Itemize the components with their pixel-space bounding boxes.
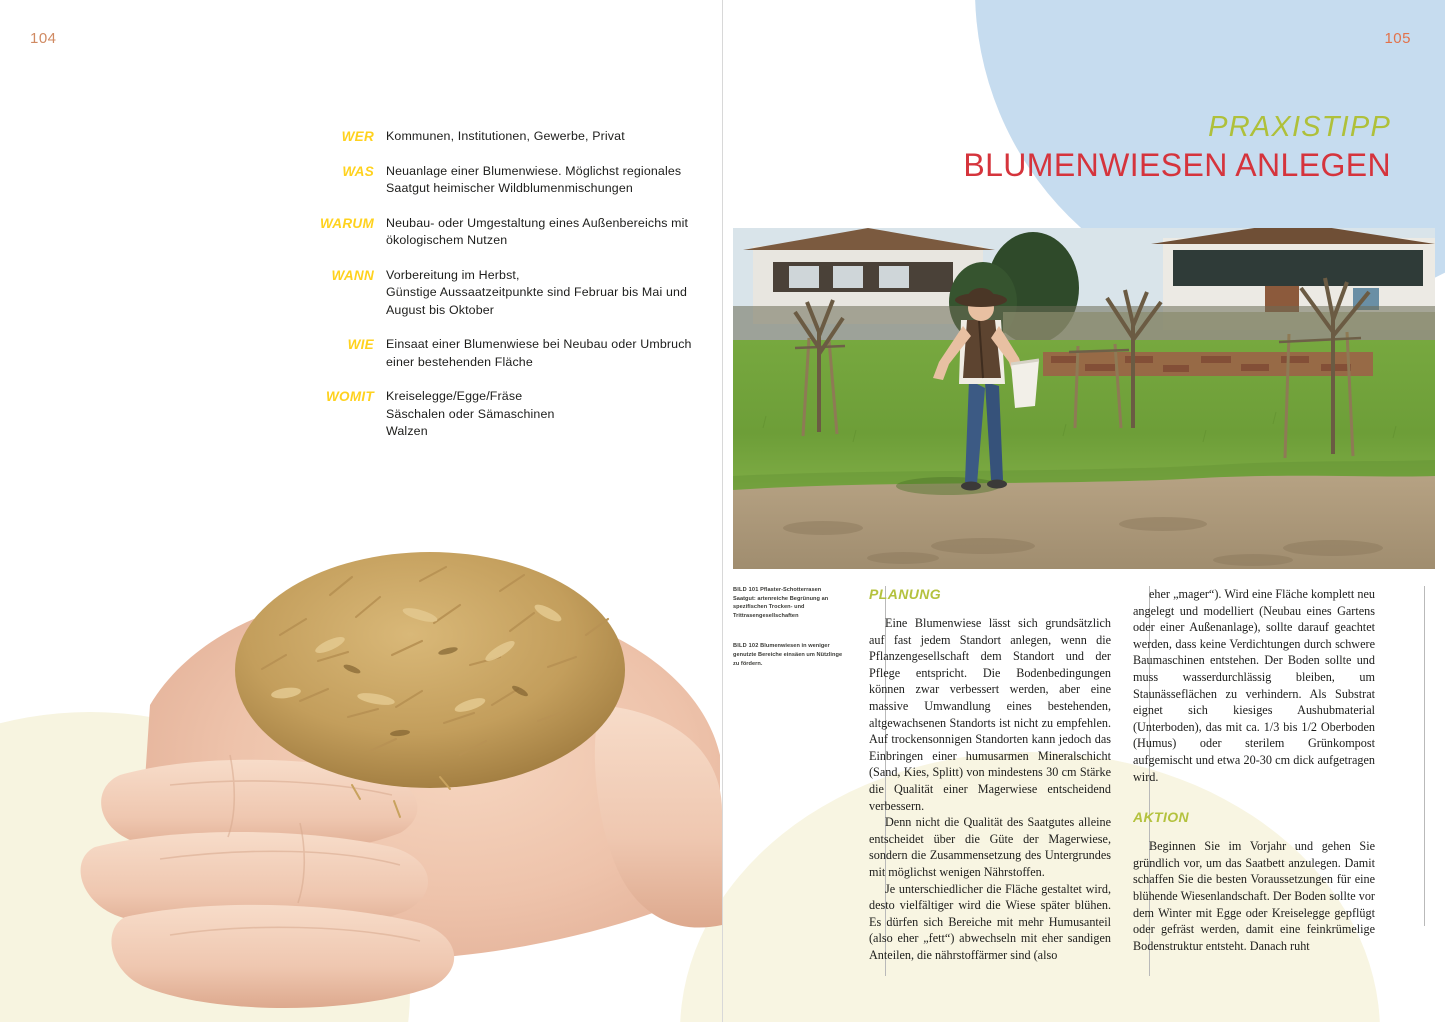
- spec-line: Günstige Aussaatzeitpunkte sind Februar bis Mai und: [386, 285, 688, 299]
- body-column-1: [869, 586, 1122, 986]
- spec-row: [300, 128, 700, 146]
- spec-line: Vorbereitung im Herbst,: [386, 267, 520, 282]
- spec-row: [300, 267, 700, 320]
- spec-key: WAS: [342, 163, 374, 179]
- spec-line: Kommunen, Institutionen, Gewerbe, Privat: [386, 129, 625, 143]
- spec-row: [300, 336, 700, 371]
- spec-value: [386, 215, 700, 250]
- spec-row: [300, 388, 700, 441]
- spec-value: [386, 163, 700, 198]
- figure-caption: [733, 586, 845, 620]
- spec-line: Kreiselegge/Egge/Fräse: [386, 389, 523, 403]
- spec-value: [386, 128, 700, 146]
- caption-column: [733, 586, 869, 986]
- photo-meadow-sowing: [733, 228, 1435, 569]
- spec-list: [300, 128, 700, 458]
- spec-line: Einsaat einer Blumenwiese bei Neubau oder Umbruch: [386, 337, 692, 351]
- page-gutter-divider: [722, 0, 723, 1022]
- spec-key: WARUM: [320, 215, 374, 231]
- body-column-2: [1133, 586, 1386, 986]
- spec-line: Neuanlage einer Blumenwiese. Möglichst regionales: [386, 163, 682, 178]
- spec-key: WOMIT: [326, 389, 374, 404]
- section-heading-aktion: AKTION: [1133, 809, 1190, 826]
- paragraph: Eine Blumenwiese lässt sich grundsätzlich auf fast jedem Standort anlegen, wenn die Pflanzengesellschaft dem Standort und der Pflege entspricht. Die Bodenbedingungen können zwar verbessert werden, aber eine massive Umwandlung eines bestehenden, altgewachsenen Standorts ist nicht zu empfehlen. Auf trockensonnigen Standorten kann jedoch das Einbringen einer humusarmen Mineralschicht (Sand, Kies, Splitt) von mindestens 30 cm Stärke die Qualität einer Magerwiese entscheidend verbessern.: [869, 616, 1111, 813]
- title-kicker: PRAXISTIPP: [1208, 111, 1391, 143]
- caption-text: Blumenwiesen in weniger genutzte Bereiche einsäen um Nützlinge zu fördern.: [733, 643, 843, 667]
- spec-line: einer bestehenden Fläche: [386, 354, 533, 369]
- spec-line: Säschalen oder Sämaschinen: [386, 406, 555, 421]
- paragraph: eher „mager“). Wird eine Fläche komplett neu angelegt und modelliert (Neubau eines Gartens oder einer Außenanlage), sollte darauf geachtet werden, dass keine Verdichtungen durch schwere Baumaschinen entstehen. Der Boden sollte und muss wasserdurchlässig bleiben, um Staunässeflächen zu verhindern. Als Substrat eignet sich kiesiges Aushubmaterial (Unterboden), das mit ca. 1/3 bis 1/2 Oberboden (Humus) oder sterilem Grünkompost aufgemischt und etwa 20-30 cm dick aufgetragen wird.: [1133, 587, 1375, 784]
- body-columns: [869, 586, 1435, 986]
- page-title: [963, 110, 1391, 184]
- spec-key: WANN: [331, 267, 374, 283]
- caption-text: Pflaster-Schotterrasen Saatgut: artenreiche Begrünung an spezifischen Trocken- und Trittrasengesellschaften: [733, 587, 829, 619]
- photo-hand-with-seed: [0, 455, 722, 1022]
- folio-left: 104: [30, 30, 57, 47]
- spec-line: August bis Oktober: [386, 302, 495, 317]
- title-main: BLUMENWIESEN ANLEGEN: [963, 147, 1391, 183]
- spec-value: [386, 336, 700, 371]
- paragraph: Beginnen Sie im Vorjahr und gehen Sie gründlich vor, um das Saatbett anzulegen. Damit schaffen Sie die besten Voraussetzungen für eine blühende Wiesenlandschaft. Der Boden sollte vor dem Winter mit Egge oder Kreiselegge gepflügt oder gefräst werden, damit eine feinkrümelige Bodenstruktur entsteht. Danach ruht: [1133, 839, 1375, 953]
- spec-key: WER: [341, 129, 374, 144]
- paragraph: Denn nicht die Qualität des Saatgutes alleine entscheidet über die Güte der Magerwiese, sondern die Zusammensetzung des Untergrundes mit möglichst wenigen Nährstoffen.: [869, 815, 1111, 879]
- paragraph: Je unterschiedlicher die Fläche gestaltet wird, desto vielfältiger wird die Wiese später blühen. Es dürfen sich Bereiche mit mehr Humusanteil (also eher „fett“) abwechseln mit eher sandigen Anteilen, die nährstoffärmer sind (also: [869, 881, 1111, 962]
- caption-label: BILD 102: [733, 643, 759, 650]
- folio-right: 105: [1384, 30, 1411, 47]
- spec-line: ökologischem Nutzen: [386, 233, 508, 247]
- spec-row: [300, 215, 700, 250]
- spec-value: [386, 267, 700, 320]
- section-heading-planung: PLANUNG: [869, 586, 942, 602]
- spec-line: Walzen: [386, 424, 428, 438]
- spec-row: [300, 163, 700, 198]
- spec-line: Neubau- oder Umgestaltung eines Außenbereichs mit: [386, 215, 689, 230]
- spec-value: [386, 388, 700, 441]
- caption-label: BILD 101: [733, 587, 759, 593]
- right-page-text-area: [733, 586, 1435, 986]
- spec-key: WIE: [347, 337, 374, 352]
- figure-caption: [733, 642, 845, 668]
- spec-line: Saatgut heimischer Wildblumenmischungen: [386, 181, 633, 195]
